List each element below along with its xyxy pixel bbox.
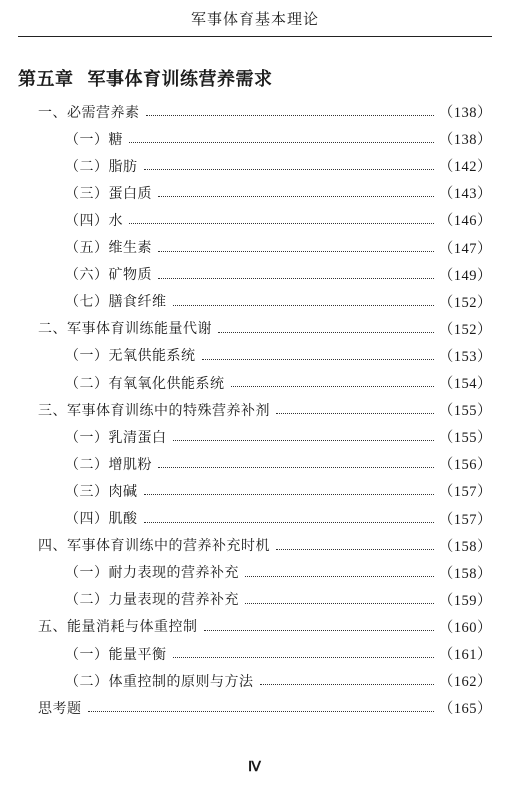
toc-entry-page-number: （158） — [438, 565, 492, 582]
toc-entry-label: （二）有氧氧化供能系统 — [65, 375, 225, 392]
toc-entry-label: 五、能量消耗与体重控制 — [38, 619, 198, 636]
toc-entry-page-number: （143） — [438, 186, 492, 203]
toc-entry-page-number: （152） — [438, 321, 492, 338]
toc-entry-page-number: （157） — [438, 511, 492, 528]
dot-leader — [144, 522, 434, 523]
toc-entry-label: （四）水 — [65, 212, 123, 229]
toc-entry-label: （四）肌酸 — [65, 511, 138, 527]
toc-subsection-entry — [65, 179, 492, 206]
toc-subsection-entry — [65, 423, 492, 450]
toc-subsection-entry — [65, 640, 492, 667]
toc-entry-label: （一）能量平衡 — [65, 646, 167, 663]
dot-leader — [204, 630, 434, 631]
toc-entry-label: （三）蛋白质 — [65, 185, 152, 202]
toc-section-entry — [38, 315, 492, 342]
toc-subsection-entry — [65, 505, 492, 532]
toc-subsection-entry — [65, 342, 492, 369]
running-header-title: 军事体育基本理论 — [190, 10, 319, 28]
dot-leader — [158, 467, 434, 468]
toc-subsection-entry — [65, 369, 492, 396]
toc-entry-label: （六）矿物质 — [65, 267, 152, 284]
dot-leader — [173, 657, 434, 658]
toc-entry-label: （一）无氧供能系统 — [65, 348, 196, 365]
toc-entry-page-number: （161） — [438, 647, 492, 663]
toc-entry-page-number: （147） — [438, 240, 492, 257]
toc-subsection-entry — [65, 586, 492, 613]
toc-subsection-entry — [65, 667, 492, 694]
dot-leader — [144, 494, 434, 495]
dot-leader — [202, 359, 434, 360]
toc-entry-label: （一）耐力表现的营养补充 — [65, 565, 239, 582]
toc-entry-page-number: （154） — [438, 376, 492, 392]
toc-entry-label: （三）肉碱 — [65, 483, 138, 500]
dot-leader — [245, 603, 434, 604]
toc-entry-page-number: （165） — [438, 701, 492, 718]
toc-entry-label: （七）膳食纤维 — [65, 294, 167, 311]
toc-entry-label: （一）糖 — [65, 131, 123, 148]
toc-subsection-entry — [65, 288, 492, 315]
toc-entry-page-number: （146） — [438, 213, 492, 230]
toc-subsection-entry — [65, 206, 492, 233]
toc-subsection-entry — [65, 125, 492, 152]
running-header — [0, 0, 510, 37]
toc-entry-label: 四、军事体育训练中的营养补充时机 — [38, 538, 270, 555]
dot-leader — [173, 440, 434, 441]
chapter-title: 军事体育训练营养需求 — [87, 69, 273, 90]
dot-leader — [146, 115, 434, 116]
toc-entry-label: （二）脂肪 — [65, 158, 138, 175]
toc-entry-page-number: （158） — [438, 538, 492, 555]
toc-entry-page-number: （159） — [438, 592, 492, 609]
dot-leader — [88, 711, 434, 712]
toc-subsection-entry — [65, 477, 492, 504]
toc-entry-label: （五）维生素 — [65, 240, 152, 256]
dot-leader — [129, 142, 434, 143]
dot-leader — [158, 251, 434, 252]
toc-entry-page-number: （152） — [438, 294, 492, 311]
toc-section-entry — [38, 694, 492, 721]
toc-section-entry — [38, 98, 492, 125]
toc-entry-page-number: （138） — [438, 132, 492, 149]
toc-entry-page-number: （149） — [438, 267, 492, 284]
toc-section-entry — [38, 613, 492, 640]
toc-entry-label: （二）力量表现的营养补充 — [65, 592, 239, 609]
toc-entry-label: （二）体重控制的原则与方法 — [65, 673, 254, 690]
toc-section-entry — [38, 532, 492, 559]
toc-entry-label: 二、军事体育训练能量代谢 — [38, 321, 212, 338]
toc-entry-label: （二）增肌粉 — [65, 456, 152, 473]
toc-entry-label: （一）乳清蛋白 — [65, 429, 167, 446]
dot-leader — [218, 332, 434, 333]
toc-entry-label: 一、必需营养素 — [38, 104, 140, 121]
dot-leader — [276, 413, 434, 414]
toc-section-entry — [38, 396, 492, 423]
toc-entry-page-number: （157） — [438, 484, 492, 501]
toc-entry-page-number: （155） — [438, 430, 492, 447]
toc-subsection-entry — [65, 261, 492, 288]
toc-subsection-entry — [65, 152, 492, 179]
toc-entry-page-number: （156） — [438, 457, 492, 474]
toc-entry-page-number: （162） — [438, 674, 492, 691]
toc-entry-page-number: （153） — [438, 348, 492, 365]
toc-entry-page-number: （160） — [438, 619, 492, 636]
toc-entry-label: 三、军事体育训练中的特殊营养补剂 — [38, 402, 270, 419]
dot-leader — [231, 386, 434, 387]
dot-leader — [260, 684, 434, 685]
toc-subsection-entry — [65, 559, 492, 586]
toc-subsection-entry — [65, 234, 492, 261]
toc-entry-page-number: （142） — [438, 159, 492, 176]
header-rule — [18, 36, 492, 37]
toc-entry-page-number: （138） — [438, 105, 492, 121]
page-folio: Ⅳ — [248, 760, 262, 775]
dot-leader — [144, 169, 434, 170]
chapter-heading — [18, 65, 273, 91]
dot-leader — [158, 196, 434, 197]
toc-entry-label: 思考题 — [38, 700, 82, 717]
toc-entry-page-number: （155） — [438, 403, 492, 420]
dot-leader — [173, 305, 434, 306]
dot-leader — [129, 223, 434, 224]
toc-subsection-entry — [65, 450, 492, 477]
dot-leader — [158, 278, 434, 279]
dot-leader — [245, 576, 434, 577]
chapter-number: 第五章 — [18, 69, 74, 90]
dot-leader — [276, 549, 434, 550]
